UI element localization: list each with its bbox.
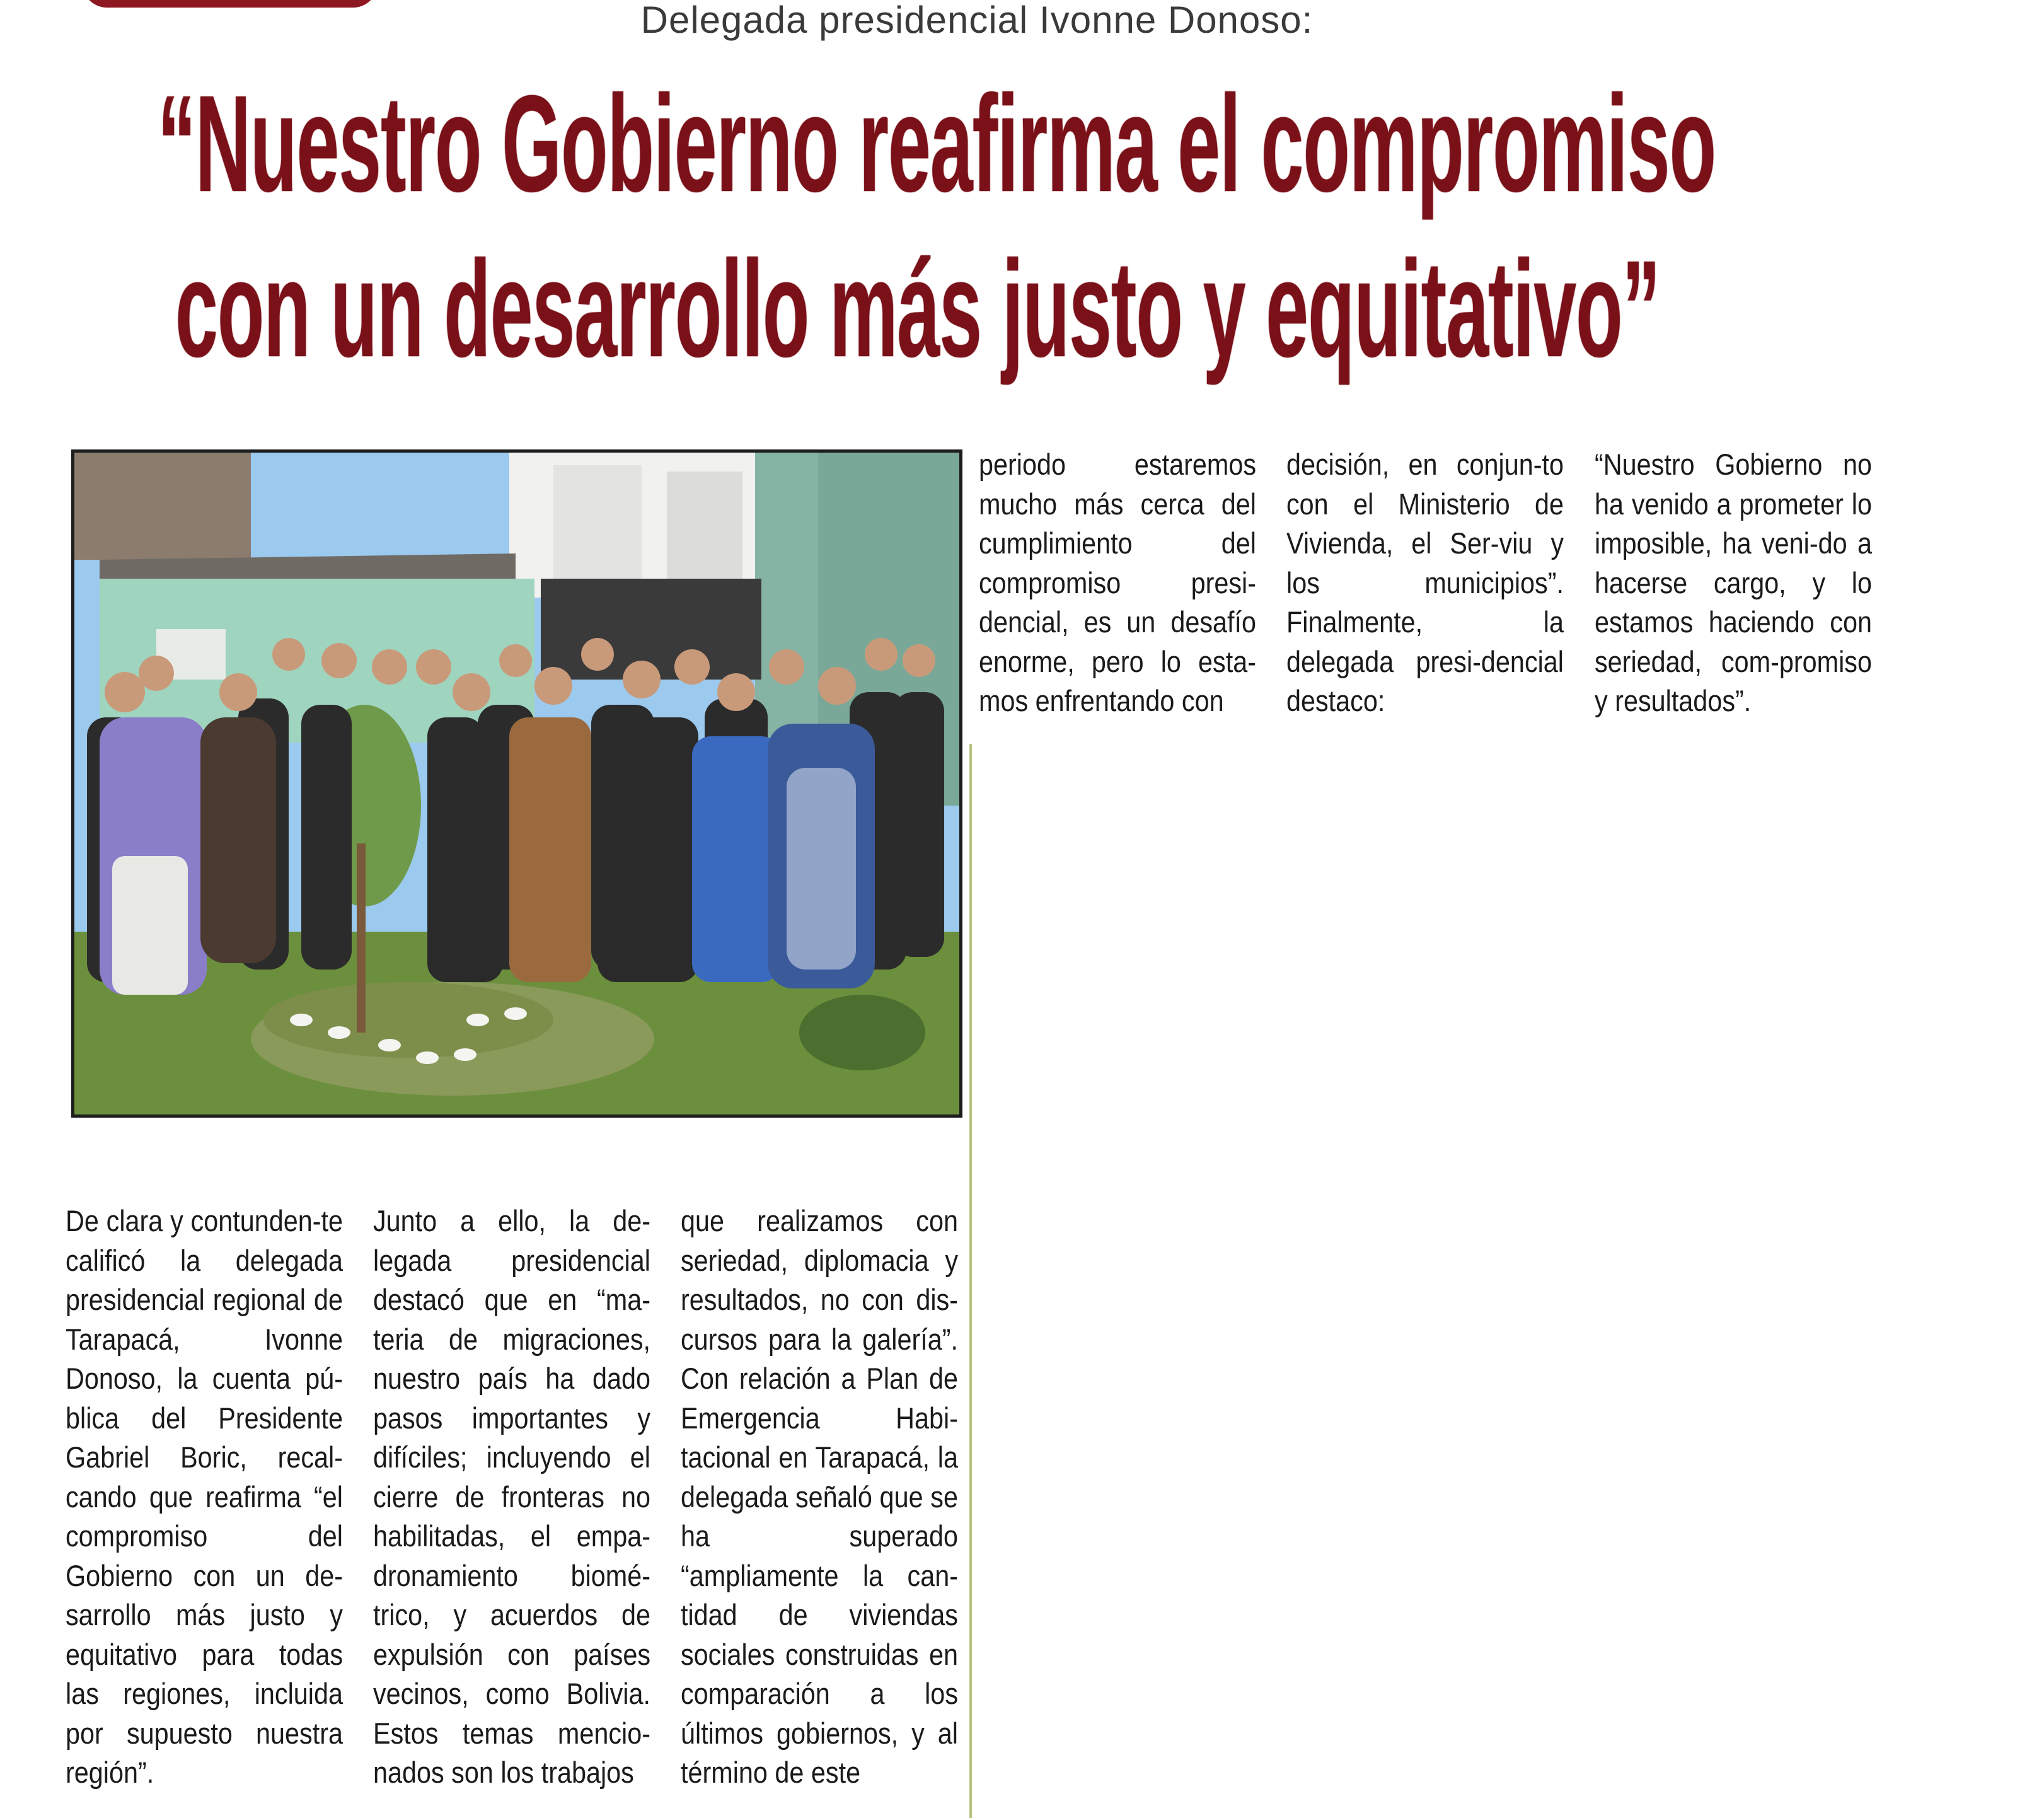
article-headline [158, 67, 1716, 406]
headline-line-1: “Nuestro Gobierno reafirma el compromiso [158, 67, 1716, 221]
article-column-bottom-1: De clara y contunden-te calificó la delegada presidencial regional de Tarapacá, Ivonne Donoso, la cuenta pú-blica del Presidente Gabriel Boric, recal-cando que reafirma “el compromiso del Gobierno con un de-sarrollo más justo y equitativo para todas las regiones, incluida por supuesto nuestra región”. [66, 1204, 343, 1789]
article-column-bottom-2: Junto a ello, la de-legada presidencial destacó que en “ma-teria de migraciones, nuestro país ha dado pasos importantes y difíciles; incluyendo el cierre de fronteras no habilitadas, el empa-dronamiento biomé-trico, y acuerdos de expulsión con países vecinos, como Bolivia. Estos temas mencio-nados son los trabajos [373, 1204, 650, 1789]
article-kicker: Delegada presidencial Ivonne Donoso: [640, 0, 1314, 41]
article-column-top-3: “Nuestro Gobierno no ha venido a prometer lo imposible, ha veni-do a hacerse cargo, y lo estamos haciendo con seriedad, com-promiso y resultados”. [1595, 448, 1872, 717]
article-column-top-1: periodo estaremos mucho más cerca del cumplimiento del compromiso presi-dencial, es un desafío enorme, pero lo esta-mos enfrentando con [979, 448, 1256, 717]
headline-line-2: con un desarrollo más justo y equitativo” [175, 233, 1660, 386]
group-photo [71, 449, 962, 1118]
article-column-bottom-3: que realizamos con seriedad, diplomacia y resultados, no con dis-cursos para la galería”. Con relación a Plan de Emergencia Habi-tacional en Tarapacá, la delegada señaló que se ha superado “ampliamente la can-tidad de viviendas sociales construidas en comparación a los últimos gobiernos, y al término de este [681, 1204, 958, 1789]
group-photo-illustration [74, 453, 959, 1115]
article-column-top-2: decisión, en conjun-to con el Ministerio de Vivienda, el Ser-viu y los municipios”. Finalmente, la delegada presi-dencial destaco: [1286, 448, 1564, 717]
column-divider-rule [969, 744, 972, 1818]
